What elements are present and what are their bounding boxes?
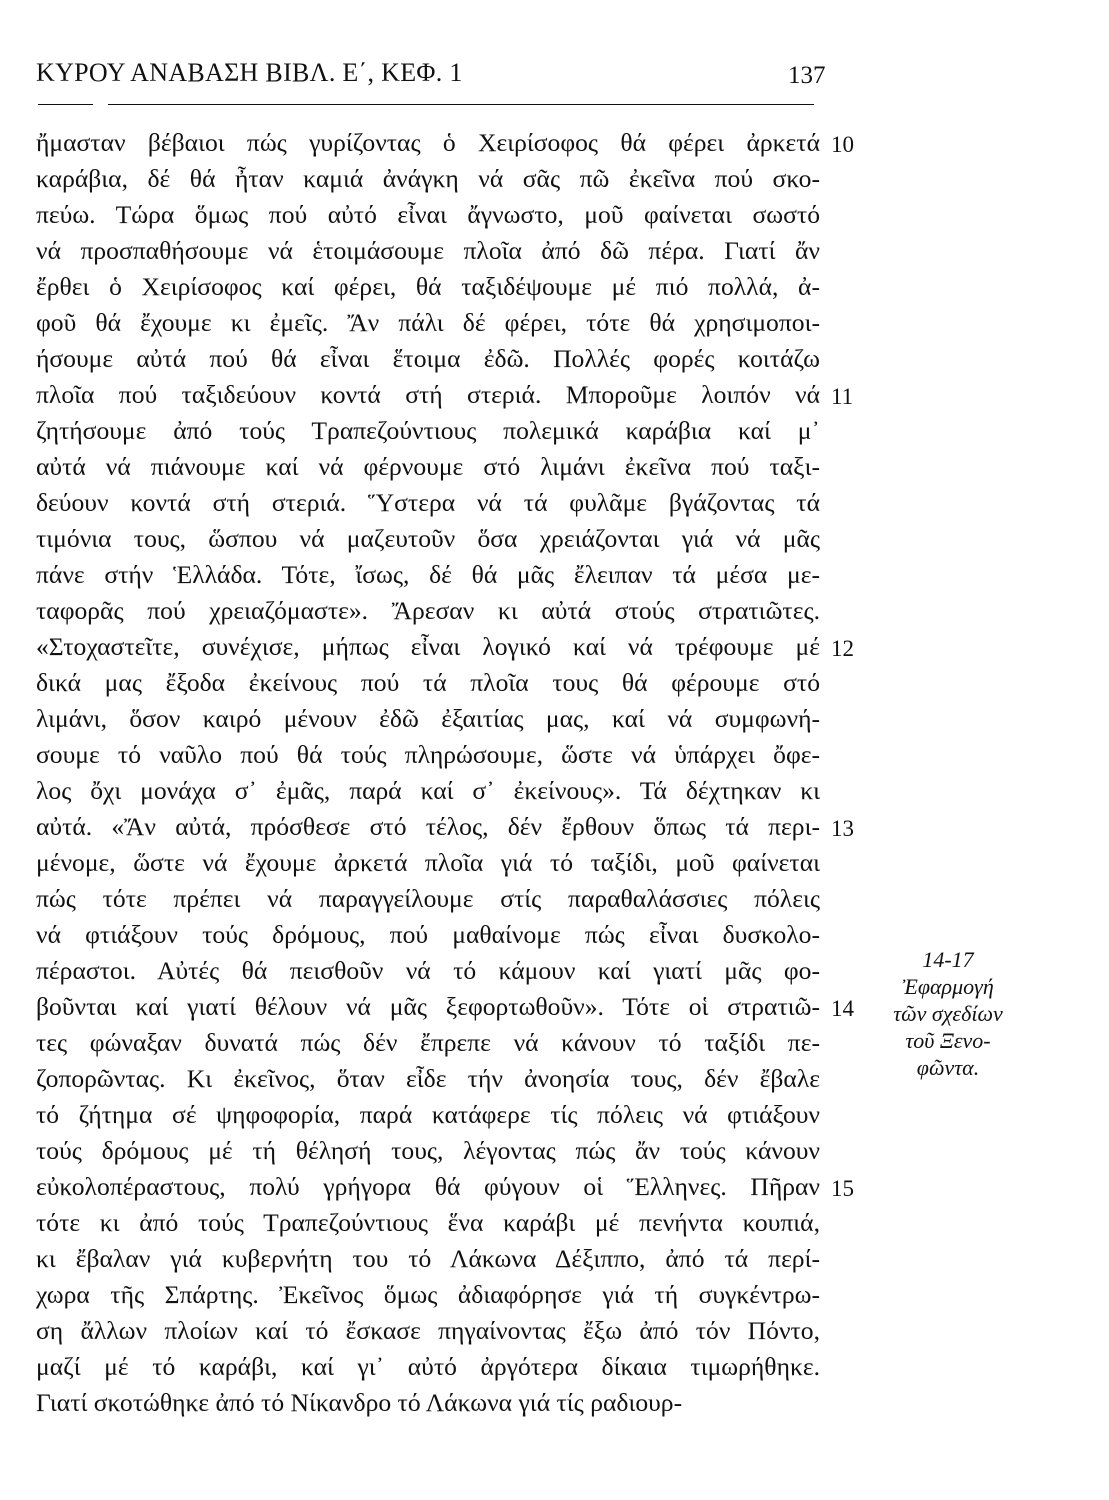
text-line: «Στοχαστεῖτε, συνέχισε, μήπως εἶναι λογικό καί νά τρέφουμε μέ bbox=[36, 632, 820, 661]
text-line: φοῦ θά ἔχουμε κι ἐμεῖς. Ἄν πάλι δέ φέρει, τότε θά χρησιμοποι- bbox=[36, 308, 820, 337]
margin-note bbox=[868, 946, 1028, 1081]
margin-note-line: τοῦ Ξενο- bbox=[905, 1028, 991, 1053]
text-line: πεύω. Τώρα ὅμως πού αὐτό εἶναι ἄγνωστο, μοῦ φαίνεται σωστό bbox=[36, 200, 820, 229]
section-number-10: 10 bbox=[831, 132, 854, 157]
text-line: ζοπορῶντας. Κι ἐκεῖνος, ὅταν εἶδε τήν ἀνοησία τους, δέν ἔβαλε bbox=[36, 1064, 820, 1093]
text-line: λος ὄχι μονάχα σ᾽ ἐμᾶς, παρά καί σ᾽ ἐκείνους». Τά δέχτηκαν κι bbox=[36, 776, 820, 805]
text-line: δεύουν κοντά στή στεριά. Ὕστερα νά τά φυλᾶμε βγάζοντας τά bbox=[36, 488, 820, 517]
text-line: λιμάνι, ὅσον καιρό μένουν ἐδῶ ἐξαιτίας μας, καί νά συμφωνή- bbox=[36, 704, 820, 733]
text-line: τότε κι ἀπό τούς Τραπεζούντιους ἕνα καράβι μέ πενήντα κουπιά, bbox=[36, 1208, 820, 1237]
text-line: ση ἄλλων πλοίων καί τό ἔσκασε πηγαίνοντας ἔξω ἀπό τόν Πόντο, bbox=[36, 1316, 820, 1345]
text-line: μένομε, ὥστε νά ἔχουμε ἀρκετά πλοῖα γιά τό ταξίδι, μοῦ φαίνεται bbox=[36, 848, 820, 877]
text-line: πάνε στήν Ἑλλάδα. Τότε, ἴσως, δέ θά μᾶς ἔλειπαν τά μέσα με- bbox=[36, 560, 820, 589]
text-line: τιμόνια τους, ὥσπου νά μαζευτοῦν ὅσα χρειάζονται γιά νά μᾶς bbox=[36, 524, 820, 553]
text-line: ταφορᾶς πού χρειαζόμαστε». Ἄρεσαν κι αὐτά στούς στρατιῶτες. bbox=[36, 596, 820, 625]
header-rule-short bbox=[38, 104, 93, 105]
margin-note-line: Ἐφαρμογή bbox=[902, 974, 994, 999]
text-line: χωρα τῆς Σπάρτης. Ἐκεῖνος ὅμως ἀδιαφόρησε γιά τή συγκέντρω- bbox=[36, 1280, 820, 1309]
text-line: εὐκολοπέραστους, πολύ γρήγορα θά φύγουν οἱ Ἕλληνες. Πῆραν bbox=[36, 1172, 820, 1201]
text-line: νά φτιάξουν τούς δρόμους, πού μαθαίνομε πώς εἶναι δυσκολο- bbox=[36, 920, 820, 949]
text-line: πλοῖα πού ταξιδεύουν κοντά στή στεριά. Μποροῦμε λοιπόν νά bbox=[36, 380, 820, 409]
text-line: ζητήσουμε ἀπό τούς Τραπεζούντιους πολεμικά καράβια καί μ᾽ bbox=[36, 416, 820, 445]
text-line: κι ἔβαλαν γιά κυβερνήτη του τό Λάκωνα Δέξιππο, ἀπό τά περί- bbox=[36, 1244, 820, 1273]
page-number: 137 bbox=[788, 62, 826, 89]
text-line: καράβια, δέ θά ἦταν καμιά ἀνάγκη νά σᾶς πῶ ἐκεῖνα πού σκο- bbox=[36, 164, 820, 193]
text-line: πέραστοι. Αὐτές θά πεισθοῦν νά τό κάμουν καί γιατί μᾶς φο- bbox=[36, 956, 820, 985]
margin-note-line: φῶντα. bbox=[916, 1055, 980, 1080]
header-rule-long bbox=[108, 104, 814, 105]
text-line: Γιατί σκοτώθηκε ἀπό τό Νίκανδρο τό Λάκωνα γιά τίς ραδιουρ- bbox=[36, 1388, 683, 1417]
text-line: βοῦνται καί γιατί θέλουν νά μᾶς ξεφορτωθοῦν». Τότε οἱ στρατιῶ- bbox=[36, 992, 820, 1021]
text-line: τό ζήτημα σέ ψηφοφορία, παρά κατάφερε τίς πόλεις νά φτιάξουν bbox=[36, 1100, 820, 1129]
text-line: τες φώναξαν δυνατά πώς δέν ἔπρεπε νά κάνουν τό ταξίδι πε- bbox=[36, 1028, 820, 1057]
section-number-14: 14 bbox=[831, 996, 854, 1021]
section-number-12: 12 bbox=[831, 636, 854, 661]
text-line: πώς τότε πρέπει νά παραγγείλουμε στίς παραθαλάσσιες πόλεις bbox=[36, 884, 820, 913]
text-line: δικά μας ἔξοδα ἐκείνους πού τά πλοῖα τους θά φέρουμε στό bbox=[36, 668, 820, 697]
margin-note-line: τῶν σχεδίων bbox=[893, 1001, 1003, 1026]
text-line: σουμε τό ναῦλο πού θά τούς πληρώσουμε, ὥστε νά ὑπάρχει ὄφε- bbox=[36, 740, 820, 769]
margin-note-range: 14-17 bbox=[922, 947, 974, 972]
text-line: ήσουμε αὐτά πού θά εἶναι ἕτοιμα ἐδῶ. Πολλές φορές κοιτάζω bbox=[36, 344, 820, 373]
text-line: αὐτά. «Ἄν αὐτά, πρόσθεσε στό τέλος, δέν ἔρθουν ὅπως τά περι- bbox=[36, 812, 820, 841]
text-line: αὐτά νά πιάνουμε καί νά φέρνουμε στό λιμάνι ἐκεῖνα πού ταξι- bbox=[36, 452, 820, 481]
section-number-13: 13 bbox=[831, 816, 854, 841]
section-number-15: 15 bbox=[831, 1176, 854, 1201]
section-number-11: 11 bbox=[831, 384, 854, 409]
text-line: ἔρθει ὁ Χειρίσοφος καί φέρει, θά ταξιδέψουμε μέ πιό πολλά, ἀ- bbox=[36, 272, 820, 301]
running-head-title: ΚΥΡΟΥ ΑΝΑΒΑΣΗ ΒΙΒΛ. Ε΄, ΚΕΦ. 1 bbox=[36, 58, 463, 87]
text-line: τούς δρόμους μέ τή θέλησή τους, λέγοντας πώς ἄν τούς κάνουν bbox=[36, 1136, 820, 1165]
text-line: μαζί μέ τό καράβι, καί γι᾽ αὐτό ἀργότερα δίκαια τιμωρήθηκε. bbox=[36, 1352, 820, 1381]
text-line: ἤμασταν βέβαιοι πώς γυρίζοντας ὁ Χειρίσοφος θά φέρει ἀρκετά bbox=[36, 128, 820, 157]
text-line: νά προσπαθήσουμε νά ἑτοιμάσουμε πλοῖα ἀπό δῶ πέρα. Γιατί ἄν bbox=[36, 236, 820, 265]
